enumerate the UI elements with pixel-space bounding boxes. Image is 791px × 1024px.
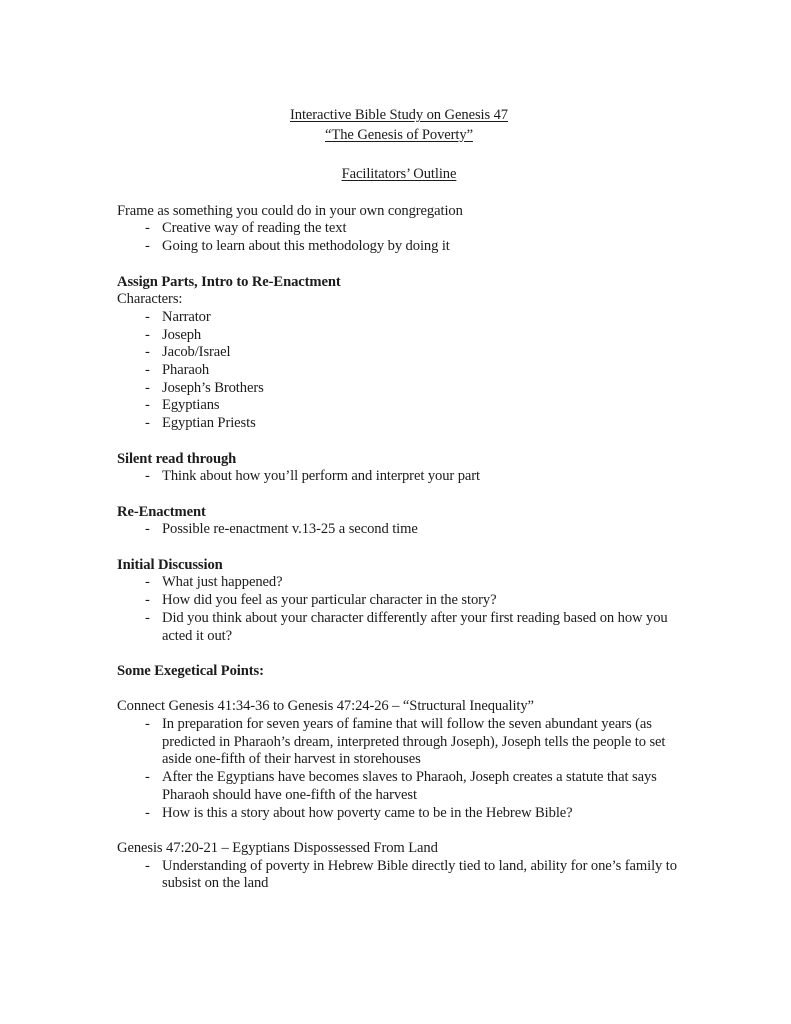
bullet-text: Jacob/Israel bbox=[162, 344, 231, 361]
document-title-line-1: Interactive Bible Study on Genesis 47 bbox=[290, 107, 508, 123]
section-heading: Silent read through bbox=[117, 450, 237, 467]
document-title-line-2: “The Genesis of Poverty” bbox=[325, 126, 473, 143]
bullet-item bbox=[145, 858, 681, 893]
bullet-item bbox=[145, 362, 681, 380]
bullet-item bbox=[145, 238, 681, 256]
bullet-item bbox=[145, 468, 681, 486]
bullet-text: Egyptians bbox=[162, 397, 220, 414]
section-heading: Connect Genesis 41:34-36 to Genesis 47:24-26 – “Structural Inequality” bbox=[117, 698, 534, 715]
bullet-item bbox=[145, 327, 681, 345]
bullet-dash: - bbox=[145, 220, 150, 237]
bullet-text: Egyptian Priests bbox=[162, 415, 256, 432]
bullet-list bbox=[117, 309, 681, 433]
bullet-item bbox=[145, 610, 681, 645]
bullet-list bbox=[117, 220, 681, 255]
section-heading: Some Exegetical Points: bbox=[117, 662, 264, 679]
bullet-item bbox=[145, 220, 681, 238]
section-subheading: Characters: bbox=[117, 291, 183, 308]
section-initial-discussion bbox=[117, 557, 681, 646]
bullet-item bbox=[145, 574, 681, 592]
bullet-text: Joseph’s Brothers bbox=[162, 379, 264, 396]
bullet-list bbox=[117, 858, 681, 893]
bullet-dash: - bbox=[145, 574, 150, 591]
bullet-item bbox=[145, 309, 681, 327]
bullet-dash: - bbox=[145, 415, 150, 432]
section-heading: Assign Parts, Intro to Re-Enactment bbox=[117, 273, 341, 290]
bullet-text: How did you feel as your particular character in the story? bbox=[162, 592, 497, 609]
section-frame bbox=[117, 203, 681, 256]
bullet-item bbox=[145, 397, 681, 415]
bullet-text: Think about how you’ll perform and interpret your part bbox=[162, 468, 481, 485]
bullet-item bbox=[145, 380, 681, 398]
section-silent-read bbox=[117, 451, 681, 486]
bullet-list bbox=[117, 574, 681, 645]
bullet-text: Narrator bbox=[162, 308, 211, 325]
section-assign-parts bbox=[117, 274, 681, 433]
bullet-list bbox=[117, 468, 681, 486]
bullet-text: Possible re-enactment v.13-25 a second time bbox=[162, 521, 418, 538]
bullet-dash: - bbox=[145, 716, 150, 732]
bullet-dash: - bbox=[145, 769, 150, 786]
bullet-text: In preparation for seven years of famine that will follow the seven abundant years (as predicted in Pharaoh’s dream, interpreted through Joseph), Joseph tells the people to set aside one-fifth of their harvest in storehouses bbox=[162, 716, 666, 768]
bullet-text: How is this a story about how poverty came to be in the Hebrew Bible? bbox=[162, 804, 573, 821]
document-subtitle: Facilitators’ Outline bbox=[341, 166, 457, 182]
bullet-item bbox=[145, 521, 681, 539]
bullet-dash: - bbox=[145, 521, 150, 538]
bullet-dash: - bbox=[145, 238, 150, 255]
bullet-dash: - bbox=[145, 804, 150, 821]
bullet-list bbox=[117, 521, 681, 539]
bullet-text: Understanding of poverty in Hebrew Bible directly tied to land, ability for one’s family to subsist on the land bbox=[162, 857, 677, 892]
bullet-text: Pharaoh bbox=[162, 362, 210, 379]
bullet-item bbox=[145, 805, 681, 823]
section-heading: Re-Enactment bbox=[117, 503, 206, 520]
section-re-enactment bbox=[117, 504, 681, 539]
bullet-dash: - bbox=[145, 468, 150, 485]
title-block bbox=[117, 106, 681, 145]
bullet-dash: - bbox=[145, 362, 150, 379]
bullet-text: Going to learn about this methodology by doing it bbox=[162, 238, 450, 255]
bullet-text: Joseph bbox=[162, 326, 202, 343]
bullet-item bbox=[145, 769, 681, 804]
section-heading: Frame as something you could do in your own congregation bbox=[117, 202, 463, 219]
bullet-dash: - bbox=[145, 326, 150, 343]
bullet-dash: - bbox=[145, 592, 150, 609]
bullet-text: After the Egyptians have becomes slaves to Pharaoh, Joseph creates a statute that says Pharaoh should have one-fifth of the harvest bbox=[162, 769, 657, 803]
bullet-item bbox=[145, 344, 681, 362]
bullet-item bbox=[145, 592, 681, 610]
section-heading: Initial Discussion bbox=[117, 556, 223, 573]
bullet-dash: - bbox=[145, 397, 150, 414]
section-heading: Genesis 47:20-21 – Egyptians Dispossessed From Land bbox=[117, 839, 438, 856]
section-genesis-47-20-21 bbox=[117, 840, 681, 893]
bullet-text: What just happened? bbox=[162, 574, 283, 591]
bullet-text: Creative way of reading the text bbox=[162, 220, 347, 237]
bullet-dash: - bbox=[145, 857, 150, 874]
bullet-list bbox=[117, 716, 681, 822]
bullet-dash: - bbox=[145, 308, 150, 325]
section-exegetical-points bbox=[117, 663, 681, 681]
bullet-text: Did you think about your character differently after your first reading based on how you acted it out? bbox=[162, 609, 668, 644]
bullet-dash: - bbox=[145, 609, 150, 626]
bullet-item bbox=[145, 716, 681, 769]
bullet-item bbox=[145, 415, 681, 433]
document-content bbox=[117, 106, 681, 893]
bullet-dash: - bbox=[145, 344, 150, 361]
bullet-dash: - bbox=[145, 379, 150, 396]
section-connect-genesis bbox=[117, 698, 681, 822]
